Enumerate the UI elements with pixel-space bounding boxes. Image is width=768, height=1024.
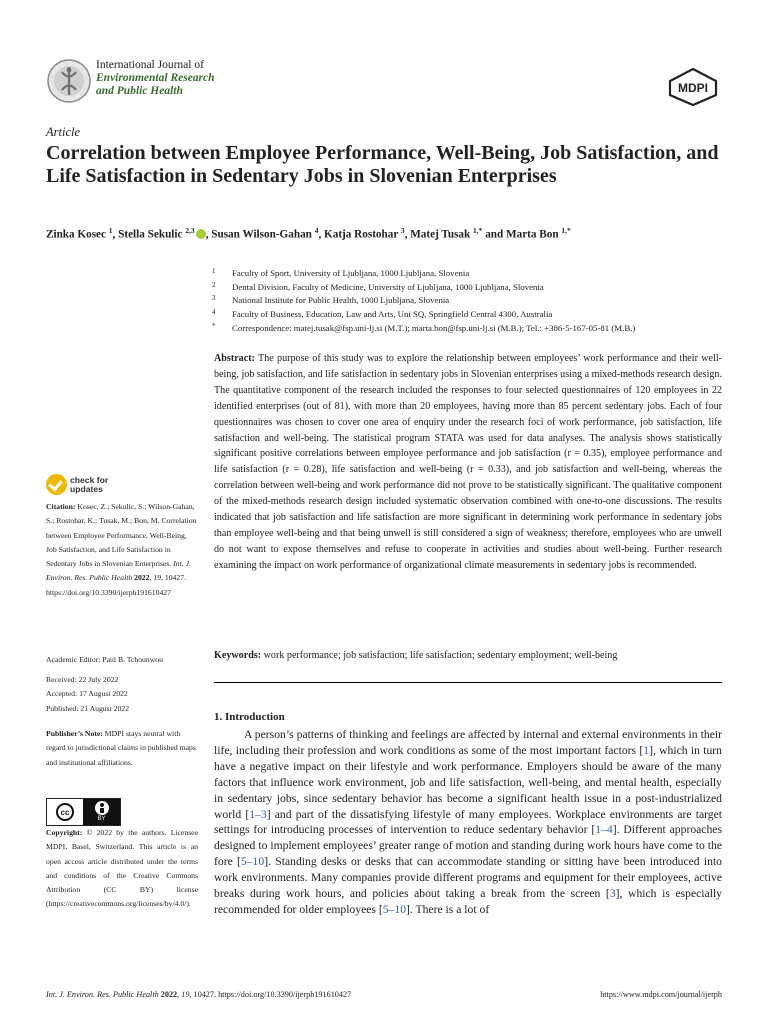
- affiliation-text: Correspondence: matej.tusak@fsp.uni-lj.si (M.T.); marta.bon@fsp.uni-lj.si (M.B.); Tel.: +386-5-167-05-81 (M.B.): [232, 322, 636, 333]
- reference-link[interactable]: 5–10: [240, 855, 265, 869]
- author-separator: ,: [318, 228, 325, 241]
- reference-link[interactable]: 1–3: [249, 807, 267, 821]
- citation-label: Citation:: [46, 502, 76, 511]
- introduction-text: ], which in turn have a negative impact on their lifestyle and work performance. Employers should be aware of the many factors that influence work environment, job and life satisfaction, well-being, and mental health, especially in sedentary jobs, since sedentary behavior has become a significant health issue in a post-industrialized world [: [214, 743, 722, 821]
- affiliation-number: 4: [212, 308, 216, 317]
- cc-icon: cc: [56, 803, 74, 821]
- check-for-updates-button[interactable]: [46, 474, 108, 495]
- publisher-note-text: MDPI stays neutral with regard to jurisdictional claims in published maps and institutional affiliations.: [46, 729, 196, 767]
- copyright-label: Copyright:: [46, 828, 83, 837]
- abstract-label: Abstract:: [214, 353, 255, 364]
- affiliation-number: 2: [212, 280, 216, 289]
- affiliation-number: 1: [212, 267, 216, 275]
- author-name[interactable]: Matej Tusak: [410, 228, 471, 241]
- author-affiliation-marker: 1,*: [561, 226, 571, 235]
- cc-by-label: BY: [97, 816, 106, 822]
- orcid-icon[interactable]: [196, 229, 206, 239]
- author-name[interactable]: Katja Rostohar: [324, 228, 399, 241]
- attribution-person-icon: [95, 801, 109, 815]
- footer-journal-url[interactable]: https://www.mdpi.com/journal/ijerph: [600, 990, 722, 999]
- author-affiliation-marker: 3: [400, 226, 405, 235]
- introduction-text: A person’s patterns of thinking and feelings are affected by internal and external environments in their life, including their profession and work conditions as some of the most important factors [: [214, 728, 722, 757]
- affiliation-row: [212, 281, 732, 295]
- affiliation-row: [212, 267, 732, 281]
- published-date: Published: 21 August 2022: [46, 703, 130, 713]
- accepted-date: Accepted: 17 August 2022: [46, 689, 128, 699]
- section-heading-introduction: 1. Introduction: [214, 711, 285, 723]
- introduction-text: ]. There is a lot of: [406, 902, 490, 916]
- citation-article: , 10427.: [161, 573, 186, 583]
- author-affiliation-marker: 1: [108, 226, 113, 235]
- reference-link[interactable]: 1–4: [595, 823, 613, 837]
- introduction-text: ]. Standing desks or desks that can accommodate standing or sitting have been introduced into work environments. Many companies provide different programs and equipment for their employees, active breaks during work hours, and policies about taking a break from the screen [: [214, 855, 723, 901]
- publisher-note: [46, 727, 198, 770]
- author-name[interactable]: Stella Sekulic: [118, 228, 183, 241]
- mdpi-logo-text: MDPI: [678, 81, 708, 95]
- publisher-note-label: Publisher’s Note:: [46, 729, 103, 738]
- author-affiliation-marker: 1,*: [473, 226, 483, 235]
- affiliation-text: Faculty of Business, Education, Law and Arts, Uni SQ, Springfield Central 4300, Australia: [232, 309, 553, 320]
- affiliation-row: [212, 294, 732, 308]
- keywords: [214, 650, 722, 661]
- article-type: Article: [46, 125, 81, 139]
- affiliation-text: Faculty of Sport, University of Ljubljana, 1000 Ljubljana, Slovenia: [232, 268, 470, 278]
- author-affiliation-marker: 4: [314, 226, 319, 235]
- journal-logo: [46, 58, 92, 104]
- introduction-paragraph: [214, 727, 722, 918]
- journal-name-line2: Environmental Research: [96, 72, 215, 84]
- affiliations: [212, 267, 732, 336]
- keywords-label: Keywords:: [214, 650, 262, 661]
- mdpi-logo: [666, 67, 720, 107]
- author-affiliation-marker: 2,3: [185, 226, 195, 235]
- affiliation-text: Dental Division, Faculty of Medicine, University of Ljubljana, 1000 Ljubljana, Slovenia: [232, 281, 544, 292]
- abstract: [214, 351, 722, 574]
- journal-name-line1: International Journal of: [96, 59, 204, 71]
- footer-citation: Int. J. Environ. Res. Public Health 2022, 19, 10427. https://doi.org/10.3390/ijerph191610427: [46, 990, 352, 999]
- reference-link[interactable]: 1: [643, 743, 650, 757]
- abstract-text: The purpose of this study was to explore the relationship between employees’ work performance and their well-being, job satisfaction, and life satisfaction in sedentary jobs in Slovenian enterprises using a mixed-methods research design. The quantitative component of the research included the responses to four selected questionnaires of 120 employees in 22 identified enterprises (out of 81), with more than 20 employees, having more than 85 percent sedentary jobs. Each of four questionnaires was chosen to cover one area of enquiry under the research foci of work performance, job satisfaction, life satisfaction and well-being. The statistical program STATA was used for data analyses. The analysis shows statistically significant positive correlations between employee performance and job satisfaction (r = 0.35), employee performance and life satisfaction (r = 0.28), life satisfaction and well-being (r = 0.33), and job satisfaction and well-being, whereas the correlation between well-being and work performance did not prove to be statistically significant. The qualitative component of the mixed-methods research design included systematic observation combined with one-to-one discussions. The results indicated that job satisfaction and life satisfaction are more significant in determining work performance in sedentary jobs than employee well-being and that being unwell is still considered a sign of weakness; therefore, employees who are unwell do not want to expose themselves and refuse to cooperate in activities and studies about well-being. Further research examining the impact on work performance of organizational climate measurements in sedentary jobs is recommended.: [214, 353, 722, 571]
- journal-name: [96, 59, 215, 98]
- received-date: Received: 22 July 2022: [46, 675, 119, 684]
- author-separator: ,: [205, 228, 212, 241]
- check-updates-line2: updates: [70, 483, 103, 494]
- reference-link[interactable]: 3: [609, 887, 616, 901]
- citation-text: Kosec, Z.; Sekulic, S.; Wilson-Gahan, S.; Rostohar, K.; Tusak, M.; Bon, M. Correlation between Employee Performance, Well-Being, Job Satisfaction, and Life Satisfaction in Sedentary Jobs in Slovenian Enterprises.: [46, 502, 197, 569]
- author-name[interactable]: Susan Wilson-Gahan: [211, 228, 312, 241]
- citation-volume: 19: [153, 573, 162, 583]
- affiliation-number: 3: [212, 294, 216, 303]
- affiliation-number: *: [212, 321, 216, 330]
- affiliation-text: National Institute for Public Health, 1000 Ljubljana, Slovenia: [232, 295, 450, 306]
- introduction-text: ]. Different approaches designed to implement employees’ greater range of motion and standing during work hours have come to the fore [: [214, 823, 722, 869]
- author-list: [46, 226, 746, 241]
- footer-journal: Int. J. Environ. Res. Public Health: [46, 990, 159, 999]
- check-updates-line1: check for: [70, 474, 109, 485]
- cc-by-license-badge[interactable]: [46, 798, 121, 826]
- author-name[interactable]: Zinka Kosec: [46, 228, 106, 241]
- footer-volume: 19: [181, 990, 190, 999]
- footer-year: 2022: [160, 990, 178, 999]
- introduction-text: ], which is especially recommended for older employees [: [214, 887, 722, 916]
- keywords-text: work performance; job satisfaction; life satisfaction; sedentary employment; well-being: [263, 650, 618, 661]
- citation-doi-link[interactable]: https://doi.org/10.3390/ijerph191610427: [46, 587, 171, 597]
- footer-doi: , 10427. https://doi.org/10.3390/ijerph191610427: [189, 990, 352, 999]
- author-name[interactable]: Marta Bon: [506, 228, 559, 241]
- affiliation-row: [212, 322, 732, 336]
- introduction-text: ] and part of the dissatisfying lifestyle of many employees. Workplace environments are target settings for introducing processes of intervention to reduce sedentary behavior [: [214, 807, 723, 837]
- copyright-notice: [46, 826, 198, 912]
- citation-block: Citation: Kosec, Z.; Sekulic, S.; Wilson-Gahan, S.; Rostohar, K.; Tusak, M.; Bon, M. Correlation between Employee Performance, Well-Being, Job Satisfaction, and Life Satisfaction in Sedentary Jobs in Slovenian Enterprises. Int. J. Environ. Res. Public Health 2022, 19, 10427. https://doi.org/10.3390/ijerph191610427: [46, 502, 197, 597]
- author-separator: ,: [404, 228, 411, 241]
- author-separator: and: [482, 228, 507, 241]
- author-separator: ,: [112, 228, 119, 241]
- journal-name-line3: and Public Health: [96, 85, 183, 97]
- section-divider: [214, 682, 722, 683]
- academic-editor: Academic Editor: Paul B. Tchounwou: [46, 655, 163, 664]
- citation-journal: Int. J. Environ. Res. Public Health: [46, 559, 191, 583]
- reference-link[interactable]: 5–10: [382, 902, 407, 916]
- citation-year: 2022: [134, 573, 150, 583]
- publication-dates: [46, 673, 198, 716]
- affiliation-row: [212, 308, 732, 322]
- copyright-text: © 2022 by the authors. Licensee MDPI, Basel, Switzerland. This article is an open access article distributed under the terms and conditions of the Creative Commons Attribution (CC BY) license (https://creativecommons.org/licenses/by/4.0/).: [46, 828, 199, 909]
- check-updates-icon: [46, 474, 67, 495]
- article-title: Correlation between Employee Performance, Well-Being, Job Satisfaction, and Life Satisfaction in Sedentary Jobs in Slovenian Enterprises: [46, 142, 719, 187]
